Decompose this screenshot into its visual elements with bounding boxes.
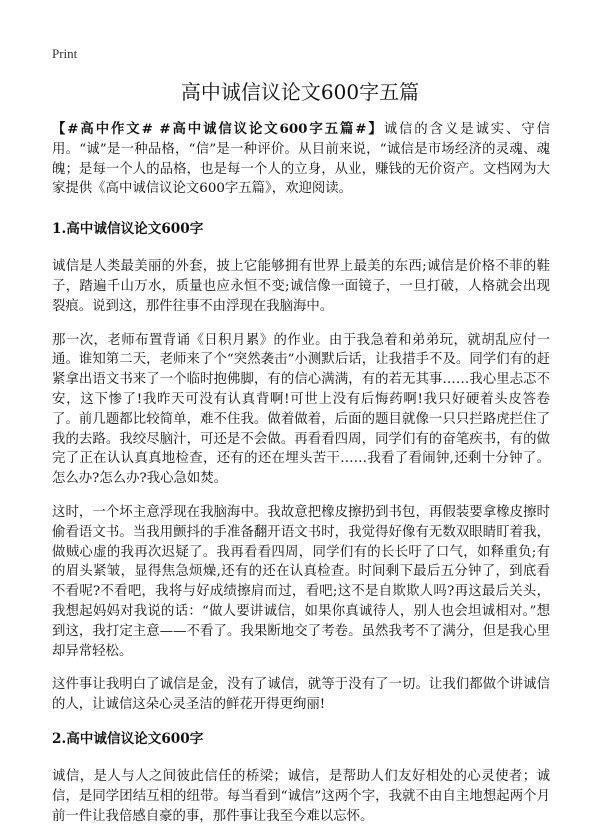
section-1-paragraph: 那一次，老师布置背诵《日积月累》的作业。由于我急着和弟弟玩，就胡乱应付一通。谁知第二天，老师来了个“突然袭击”小测默后话，让我措手不及。同学们有的赶紧拿出语文书来了一个临时抱佛脚，有的信心满满，有的若无其事……我心里忐忑不安，这下惨了!我昨天可没有认真背啊!可世上没有后悔药啊!我只好硬着头皮答卷了。前几题都比较简单，难不住我。做着做着，后面的题目就像一只只拦路虎拦住了我的去路。我绞尽脑汁，可还是不会做。再看看四周，同学们有的奋笔疾书，有的做完了正在认认真真地检查，还有的还在埋头苦干……我看了看闹钟,还剩十分钟了。怎么办?怎么办?我心急如焚。 xyxy=(52,332,550,487)
section-2-paragraph: 诚信，是人与人之间彼此信任的桥梁；诚信，是帮助人们友好相处的心灵使者；诚信，是同学团结互相的纽带。每当看到“诚信”这两个字，我就不由自主地想起两个月前一件让我倍感自豪的事，那件事让我至今难以忘怀。 xyxy=(52,768,550,824)
intro-tag: 【#高中作文# #高中诚信议论文600字五篇#】 xyxy=(52,121,384,137)
document-body xyxy=(52,120,550,840)
print-label: Print xyxy=(52,46,78,61)
section-1-paragraph: 这件事让我明白了诚信是金，没有了诚信，就等于没有了一切。让我们都做个讲诚信的人，让诚信这朵心灵圣洁的鲜花开得更绚丽! xyxy=(52,677,550,713)
section-1-heading: 1.高中诚信议论文600字 xyxy=(52,221,204,238)
intro-text: 诚信的含义是诚实、守信用。“诚”是一种品格，“信”是一种评价。从目前来说，“诚信是市场经济的灵魂、魂魄；是每一个人的品格，也是每一个人的立身，从业，赚钱的无价资产。文档网为大家提供《高中诚信议论文600字五篇》，欢迎阅读。 xyxy=(52,122,551,197)
section-1-paragraph: 诚信是人类最美丽的外套，披上它能够拥有世界上最美的东西;诚信是价格不菲的鞋子，踏遍千山万水，质量也应永恒不变;诚信像一面镜子，一旦打破，人格就会出现裂痕。说到这，那件往事不由浮现在我脑海中。 xyxy=(52,259,550,314)
section-1-paragraph: 这时，一个坏主意浮现在我脑海中。我故意把橡皮擦扔到书包，再假装要拿橡皮擦时偷看语文书。当我用颤抖的手准备翻开语文书时，我觉得好像有无数双眼睛盯着我，做贼心虚的我再次迟疑了。我再看看四周，同学们有的长长吁了口气，如释重负;有的眉头紧皱，显得焦急烦燥,还有的还在认真检查。时间剩下最后五分钟了，到底看不看呢?不看吧，我将与好成绩擦肩而过，看吧;这不是自欺欺人吗?再这最后关头，我想起妈妈对我说的话：“做人要讲诚信，如果你真诚待人，别人也会坦诚相对。”想到这，我打定主意——不看了。我果断地交了考卷。虽然我考不了满分，但是我心里却异常轻松。 xyxy=(52,504,550,659)
document-title: 高中诚信议论文600字五篇 xyxy=(180,80,420,104)
section-2-heading: 2.高中诚信议论文600字 xyxy=(52,730,204,747)
intro-paragraph xyxy=(52,120,550,199)
